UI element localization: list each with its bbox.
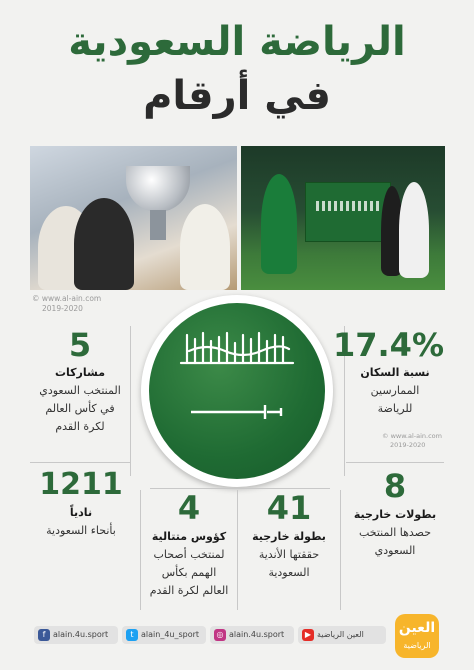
youtube-icon: ▶ [302, 629, 314, 641]
stat-cups: 4 كؤوس متتالية لمنتخب أصحاب الهمم بكأس العالم لكرة القدم [142, 488, 236, 600]
footer-instagram[interactable]: ◎ alain.4u.sport [210, 626, 294, 644]
alain-sport-logo: العين الرياضية [395, 614, 439, 658]
team-titles-number: 8 [383, 467, 407, 505]
population-label: نسبة السكان [360, 366, 430, 379]
footer-twitter[interactable]: t alain_4u_sport [122, 626, 206, 644]
cups-label: كؤوس متتالية [151, 530, 227, 543]
stat-club-titles: 41 بطولة خارجية حققتها الأندية السعودية [239, 488, 339, 582]
trophy-cup [126, 166, 190, 212]
sword-icon [189, 403, 285, 421]
cups-number: 4 [177, 489, 201, 527]
saudi-flag-emblem [149, 303, 325, 479]
population-number: 17.4% [332, 326, 444, 364]
worldcup-label: مشاركات [54, 366, 106, 379]
twitter-icon: t [126, 629, 138, 641]
stat-team-titles: 8 بطولات خارجية حصدها المنتخب السعودي [346, 466, 444, 560]
stat-clubs: 1211 نادياً بأنحاء السعودية [30, 466, 132, 540]
club-titles-label: بطولة خارجية [252, 530, 326, 543]
shahada-calligraphy [177, 327, 297, 371]
club-titles-number: 41 [266, 489, 312, 527]
stat-population: 17.4% نسبة السكان الممارسين للرياضة [332, 326, 444, 415]
instagram-icon: ◎ [214, 629, 226, 641]
footer-youtube[interactable]: ▶ العين الرياضية [298, 626, 386, 644]
title-line-1: الرياضة السعودية [68, 19, 406, 65]
photo-trophy [30, 146, 237, 290]
photo-players [241, 146, 445, 290]
copyright-left: © www.al-ain.com 2019-2020 [32, 294, 102, 313]
stat-worldcup: 5 مشاركات المنتخب السعودي في كأس العالم لكرة القدم [30, 326, 130, 436]
footer-facebook[interactable]: f alain.4u.sport [34, 626, 118, 644]
clubs-number: 1211 [39, 467, 123, 502]
clubs-label: نادياً [69, 506, 93, 519]
saudi-flag-small [305, 182, 391, 242]
worldcup-number: 5 [68, 326, 92, 364]
title-line-2: في أرقام [143, 73, 331, 119]
copyright-right: © www.al-ain.com 2019-2020 [382, 432, 442, 449]
team-titles-label: بطولات خارجية [353, 508, 437, 521]
facebook-icon: f [38, 629, 50, 641]
